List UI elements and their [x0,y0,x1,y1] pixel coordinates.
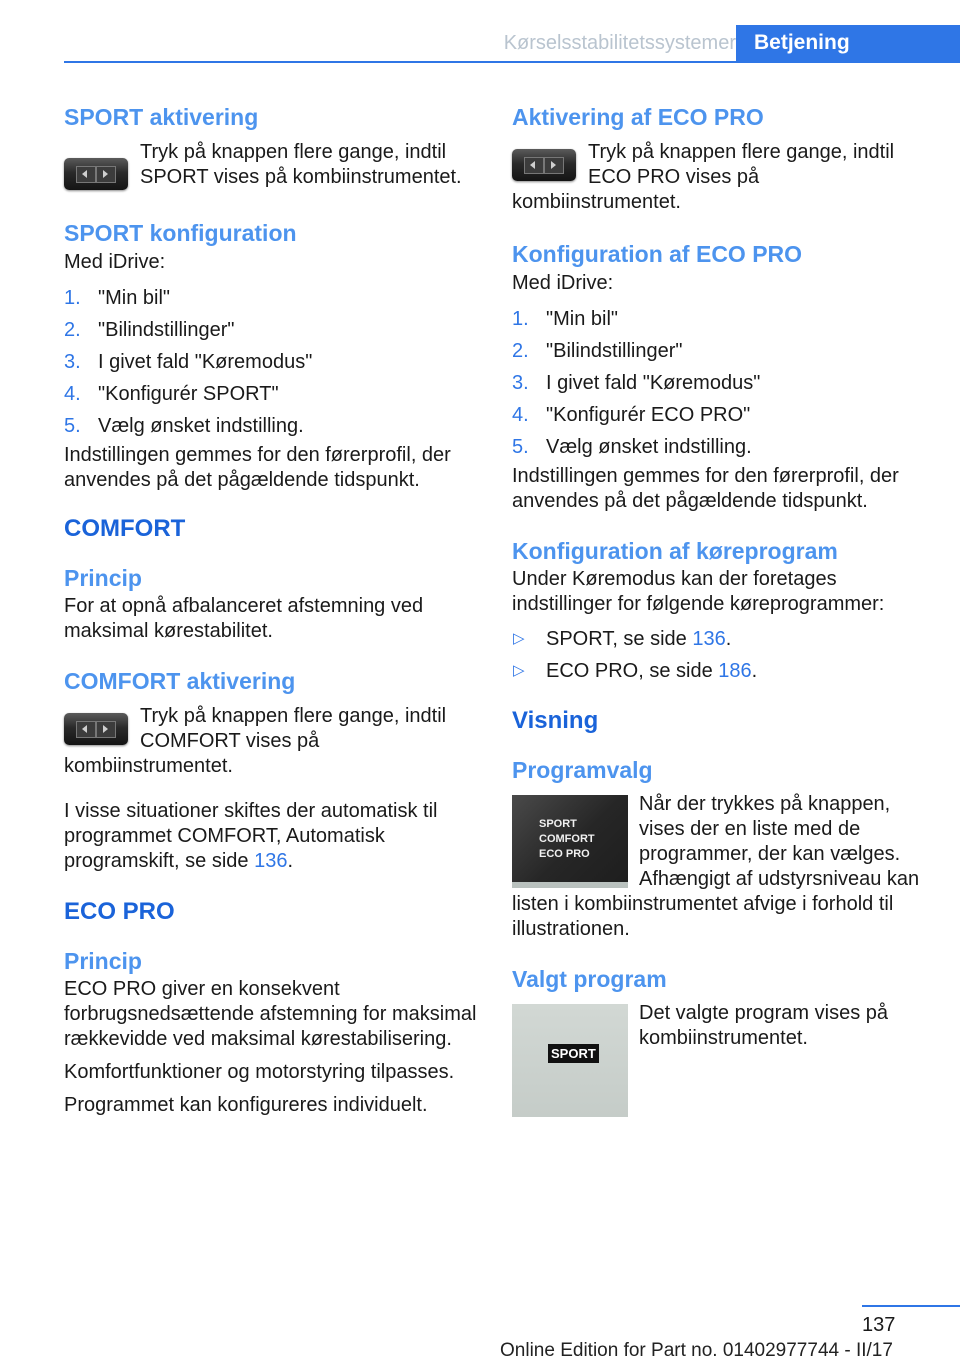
eco-activation-heading: Aktivering af ECO PRO [512,104,764,130]
page-number: 137 [862,1314,896,1336]
eco-principle-heading: Princip [64,948,142,974]
program-selection-block [512,792,930,942]
driving-mode-button-icon [64,158,128,190]
program-menu-list: SPORT COMFORT ECO PRO [539,818,595,860]
list-item: 2. "Bilindstillinger" [512,340,683,362]
list-item: 5. Vælg ønsket indstilling. [64,415,304,437]
page-link[interactable]: 136 [692,628,726,650]
bullet-triangle-icon: ▷ [513,662,525,679]
selected-program-display-image [512,1004,628,1117]
display-heading: Visning [512,707,599,734]
list-item: ▷ ECO PRO, se side 186. [512,655,930,687]
sport-badge: SPORT [548,1044,599,1063]
list-item: 2. "Bilindstillinger" [64,319,235,341]
eco-activation-block [512,140,930,215]
page-link[interactable]: 136 [254,850,288,872]
eco-activation-text: Tryk på knappen flere gange, indtil ECO PRO vises på kombiinstrumentet. [512,141,895,213]
list-item: 5. Vælg ønsket indstilling. [512,436,752,458]
eco-pro-heading: ECO PRO [64,898,175,925]
bullet-triangle-icon: ▷ [513,630,525,647]
eco-principle-text: ECO PRO giver en konsekvent forbrugsnedsættende afstemning for maksimal rækkevidde ved maksimal kørestabilisering. [64,978,477,1050]
list-item: 4. "Konfigurér SPORT" [64,383,279,405]
edition-footer: Online Edition for Part no. 01402977744 - II/17 [500,1340,893,1361]
list-item: 3. I givet fald "Køremodus" [512,372,761,394]
sport-config-intro: Med iDrive: [64,251,166,273]
program-selection-text: Når der trykkes på knappen, vises der en liste med de programmer, der kan vælges. Afhængigt af udstyrsniveau kan listen i kombiinstrumentet afvige i forhold til illustrationen. [512,793,920,940]
eco-config-intro: Med iDrive: [512,272,614,294]
sport-activation-block [64,140,480,194]
selected-program-heading: Valgt program [512,966,667,992]
header-rule [64,61,960,63]
footer-rule [862,1305,960,1307]
sport-config-note: Indstillingen gemmes for den førerprofil, der anvendes på det pågældende tidspunkt. [64,444,451,491]
comfort-activation-text: Tryk på knappen flere gange, indtil COMFORT vises på kombiinstrumentet. [64,705,447,777]
list-item: ▷ SPORT, se side 136. [512,623,930,655]
comfort-activation-heading: COMFORT aktivering [64,668,296,694]
right-column [512,100,930,1121]
drive-program-config-text: Under Køremodus kan der foretages indstillinger for følgende køreprogrammer: [512,568,885,615]
list-item: 3. I givet fald "Køremodus" [64,351,313,373]
list-item: 4. "Konfigurér ECO PRO" [512,404,751,426]
page-link[interactable]: 186 [718,660,752,682]
comfort-auto-text: I visse situationer skiftes der automatisk til programmet COMFORT, Automatisk programskift, se side 136. [64,800,438,872]
comfort-principle-heading: Princip [64,565,142,591]
program-selection-heading: Programvalg [512,757,653,783]
list-item: 1. "Min bil" [512,308,618,330]
selected-program-block [512,1001,930,1121]
eco-configurable-text: Programmet kan konfigureres individuelt. [64,1094,428,1116]
eco-config-note: Indstillingen gemmes for den førerprofil, der anvendes på det pågældende tidspunkt. [512,465,899,512]
drive-program-config-heading: Konfiguration af køreprogram [512,538,838,564]
selected-program-text: Det valgte program vises på kombiinstrumentet. [639,1002,889,1049]
running-header-tab: Betjening [736,25,960,61]
driving-mode-button-icon [64,713,128,745]
comfort-principle-text: For at opnå afbalanceret afstemning ved maksimal kørestabilitet. [64,595,424,642]
list-item: 1. "Min bil" [64,287,170,309]
program-menu-display-image [512,795,628,888]
drive-program-list [512,623,930,687]
comfort-activation-block [64,704,480,779]
left-column [64,100,480,1118]
running-header-section: Kørselsstabilitetssystemer [503,32,736,54]
eco-config-steps [512,303,930,463]
eco-adjust-text: Komfortfunktioner og motorstyring tilpasses. [64,1061,455,1083]
comfort-heading: COMFORT [64,515,186,542]
sport-config-steps [64,282,480,442]
sport-config-heading: SPORT konfiguration [64,220,297,246]
eco-config-heading: Konfiguration af ECO PRO [512,241,803,267]
driving-mode-button-icon [512,149,576,181]
sport-activation-heading: SPORT aktivering [64,104,259,130]
sport-activation-text: Tryk på knappen flere gange, indtil SPORT vises på kombiinstrumentet. [140,141,462,188]
